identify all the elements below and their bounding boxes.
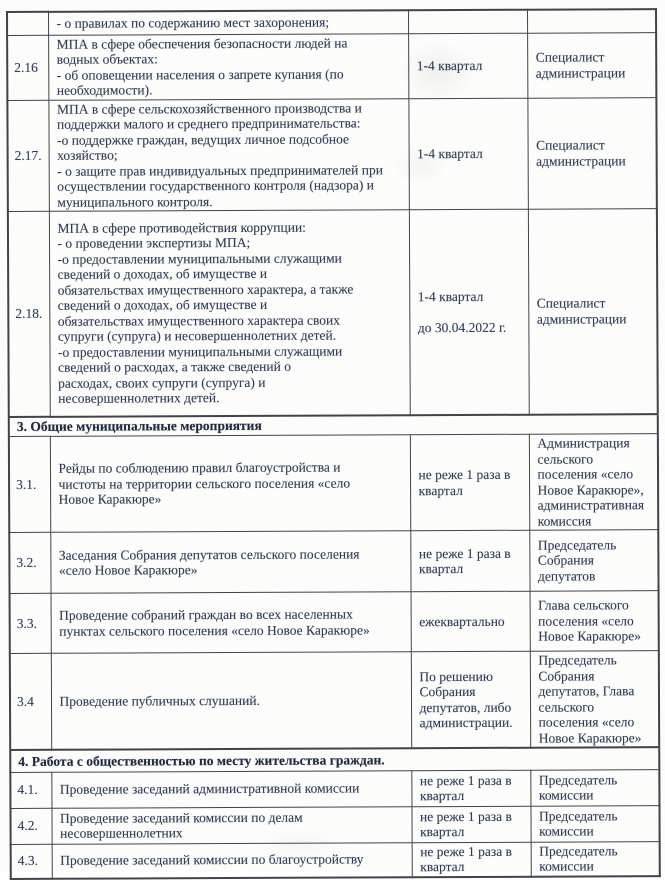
responsible-cell: Председатель Собрания депутатов, Глава сельского поселения «село Новое Каракюре»	[530, 651, 659, 748]
table-row	[9, 530, 658, 594]
row-number-cell: 2.17.	[7, 100, 48, 212]
activity-cell: Проведение заседаний комиссии по благоустройству	[52, 842, 412, 878]
responsible-cell: Председатель Собрания депутатов	[529, 530, 658, 592]
activity-cell: Проведение заседаний комиссии по делам несовершеннолетних	[51, 806, 411, 844]
period-cell: 1-4 квартал до 30.04.2022 г.	[409, 209, 529, 415]
period-cell: не реже 1 раза в квартал	[410, 434, 529, 531]
activity-cell: МПА в сфере противодействия коррупции: - о проведении экспертизы МПА; -о предоставлении муниципальными служащими сведений о доходах, об имуществе и обязательствах имущественного характера, а также сведений о доходах, об имуществе и обязательствах имущественного характера своих супруги (супруга) и несовершеннолетних детей. -о предоставлении муниципальными служащими сведений о расходах, а также сведений о расходах, своих супруги (супруга) и несовершеннолетних детей.	[49, 210, 410, 417]
period-cell: 1-4 квартал	[408, 33, 527, 99]
responsible-cell: Председатель комиссии	[530, 769, 659, 806]
section-header-row	[9, 414, 658, 437]
activity-cell: МПА в сфере сельскохозяйственного производства и поддержки малого и среднего предпринимательства: -о поддержке граждан, ведущих личное подсобное хозяйство; - о защите прав индивидуальных предпринимателей при осуществлении государственного контроля (надзора) и муниципального контроля.	[48, 98, 408, 211]
table-row	[10, 651, 659, 750]
period-cell: не реже 1 раза в квартал	[411, 770, 530, 807]
table-row	[10, 805, 659, 844]
table-row	[9, 434, 658, 533]
table-row	[7, 32, 656, 100]
table-row	[10, 591, 659, 654]
row-number-cell: 2.16	[7, 35, 48, 100]
period-cell: не реже 1 раза в квартал	[411, 806, 530, 843]
section-title: 4. Работа с общественностью по месту жительства граждан.	[10, 747, 659, 772]
responsible-cell: Глава сельского поселения «село Новое Каракюре»	[530, 591, 659, 652]
activity-cell: Рейды по соблюдению правил благоустройства и чистоты на территории сельского поселения «село Новое Каракюре»	[50, 435, 410, 533]
table-row	[7, 97, 656, 211]
responsible-cell	[527, 9, 656, 33]
activity-cell: Проведение заседаний административной комиссии	[51, 770, 411, 808]
row-number-cell: 4.3.	[11, 844, 52, 879]
period-cell: По решению Собрания депутатов, либо администрации.	[411, 651, 530, 748]
period-cell: ежеквартально	[411, 591, 530, 652]
row-number-cell: 4.2.	[10, 808, 51, 844]
activity-cell: Проведение публичных слушаний.	[51, 652, 411, 750]
table-row	[8, 209, 658, 417]
row-number-cell	[7, 12, 48, 35]
row-number-cell: 3.2.	[9, 532, 50, 593]
table-row	[11, 841, 660, 878]
period-cell: не реже 1 раза в квартал	[410, 530, 529, 592]
activity-cell: Проведение собраний граждан во всех населенных пунктах сельского поселения «село Новое Каракюре»	[51, 592, 411, 654]
responsible-cell: Специалист администрации	[527, 32, 656, 98]
section-header-row	[10, 747, 659, 772]
row-number-cell: 4.1.	[10, 772, 51, 808]
municipal-plan-table	[6, 8, 661, 879]
row-number-cell: 3.1.	[9, 436, 50, 532]
plan-table-body	[7, 9, 660, 878]
section-title: 3. Общие муниципальные мероприятия	[9, 414, 658, 437]
activity-cell: Заседания Собрания депутатов сельского поселения «село Новое Каракюре»	[50, 531, 410, 594]
responsible-cell: Специалист администрации	[527, 97, 656, 209]
period-cell	[408, 10, 527, 34]
activity-cell: МПА в сфере обеспечения безопасности людей на водных объектах: - об оповещении населения о запрете купания (по необходимости).	[48, 33, 408, 100]
period-cell: 1-4 квартал	[408, 98, 527, 210]
responsible-cell: Специалист администрации	[528, 209, 658, 415]
activity-cell: - о правилах по содержанию мест захоронения;	[48, 10, 408, 35]
row-number-cell: 3.3.	[10, 593, 51, 653]
responsible-cell: Администрация сельского поселения «село Новое Каракюре», административная комиссия	[529, 434, 658, 531]
responsible-cell: Председатель комиссии	[530, 805, 659, 842]
row-number-cell: 2.18.	[8, 211, 50, 416]
table-row	[10, 769, 659, 808]
period-cell: не реже 1 раза в квартал	[412, 842, 531, 877]
row-number-cell: 3.4	[10, 653, 51, 750]
table-row	[7, 9, 656, 35]
responsible-cell: Председатель комиссии	[531, 841, 660, 876]
